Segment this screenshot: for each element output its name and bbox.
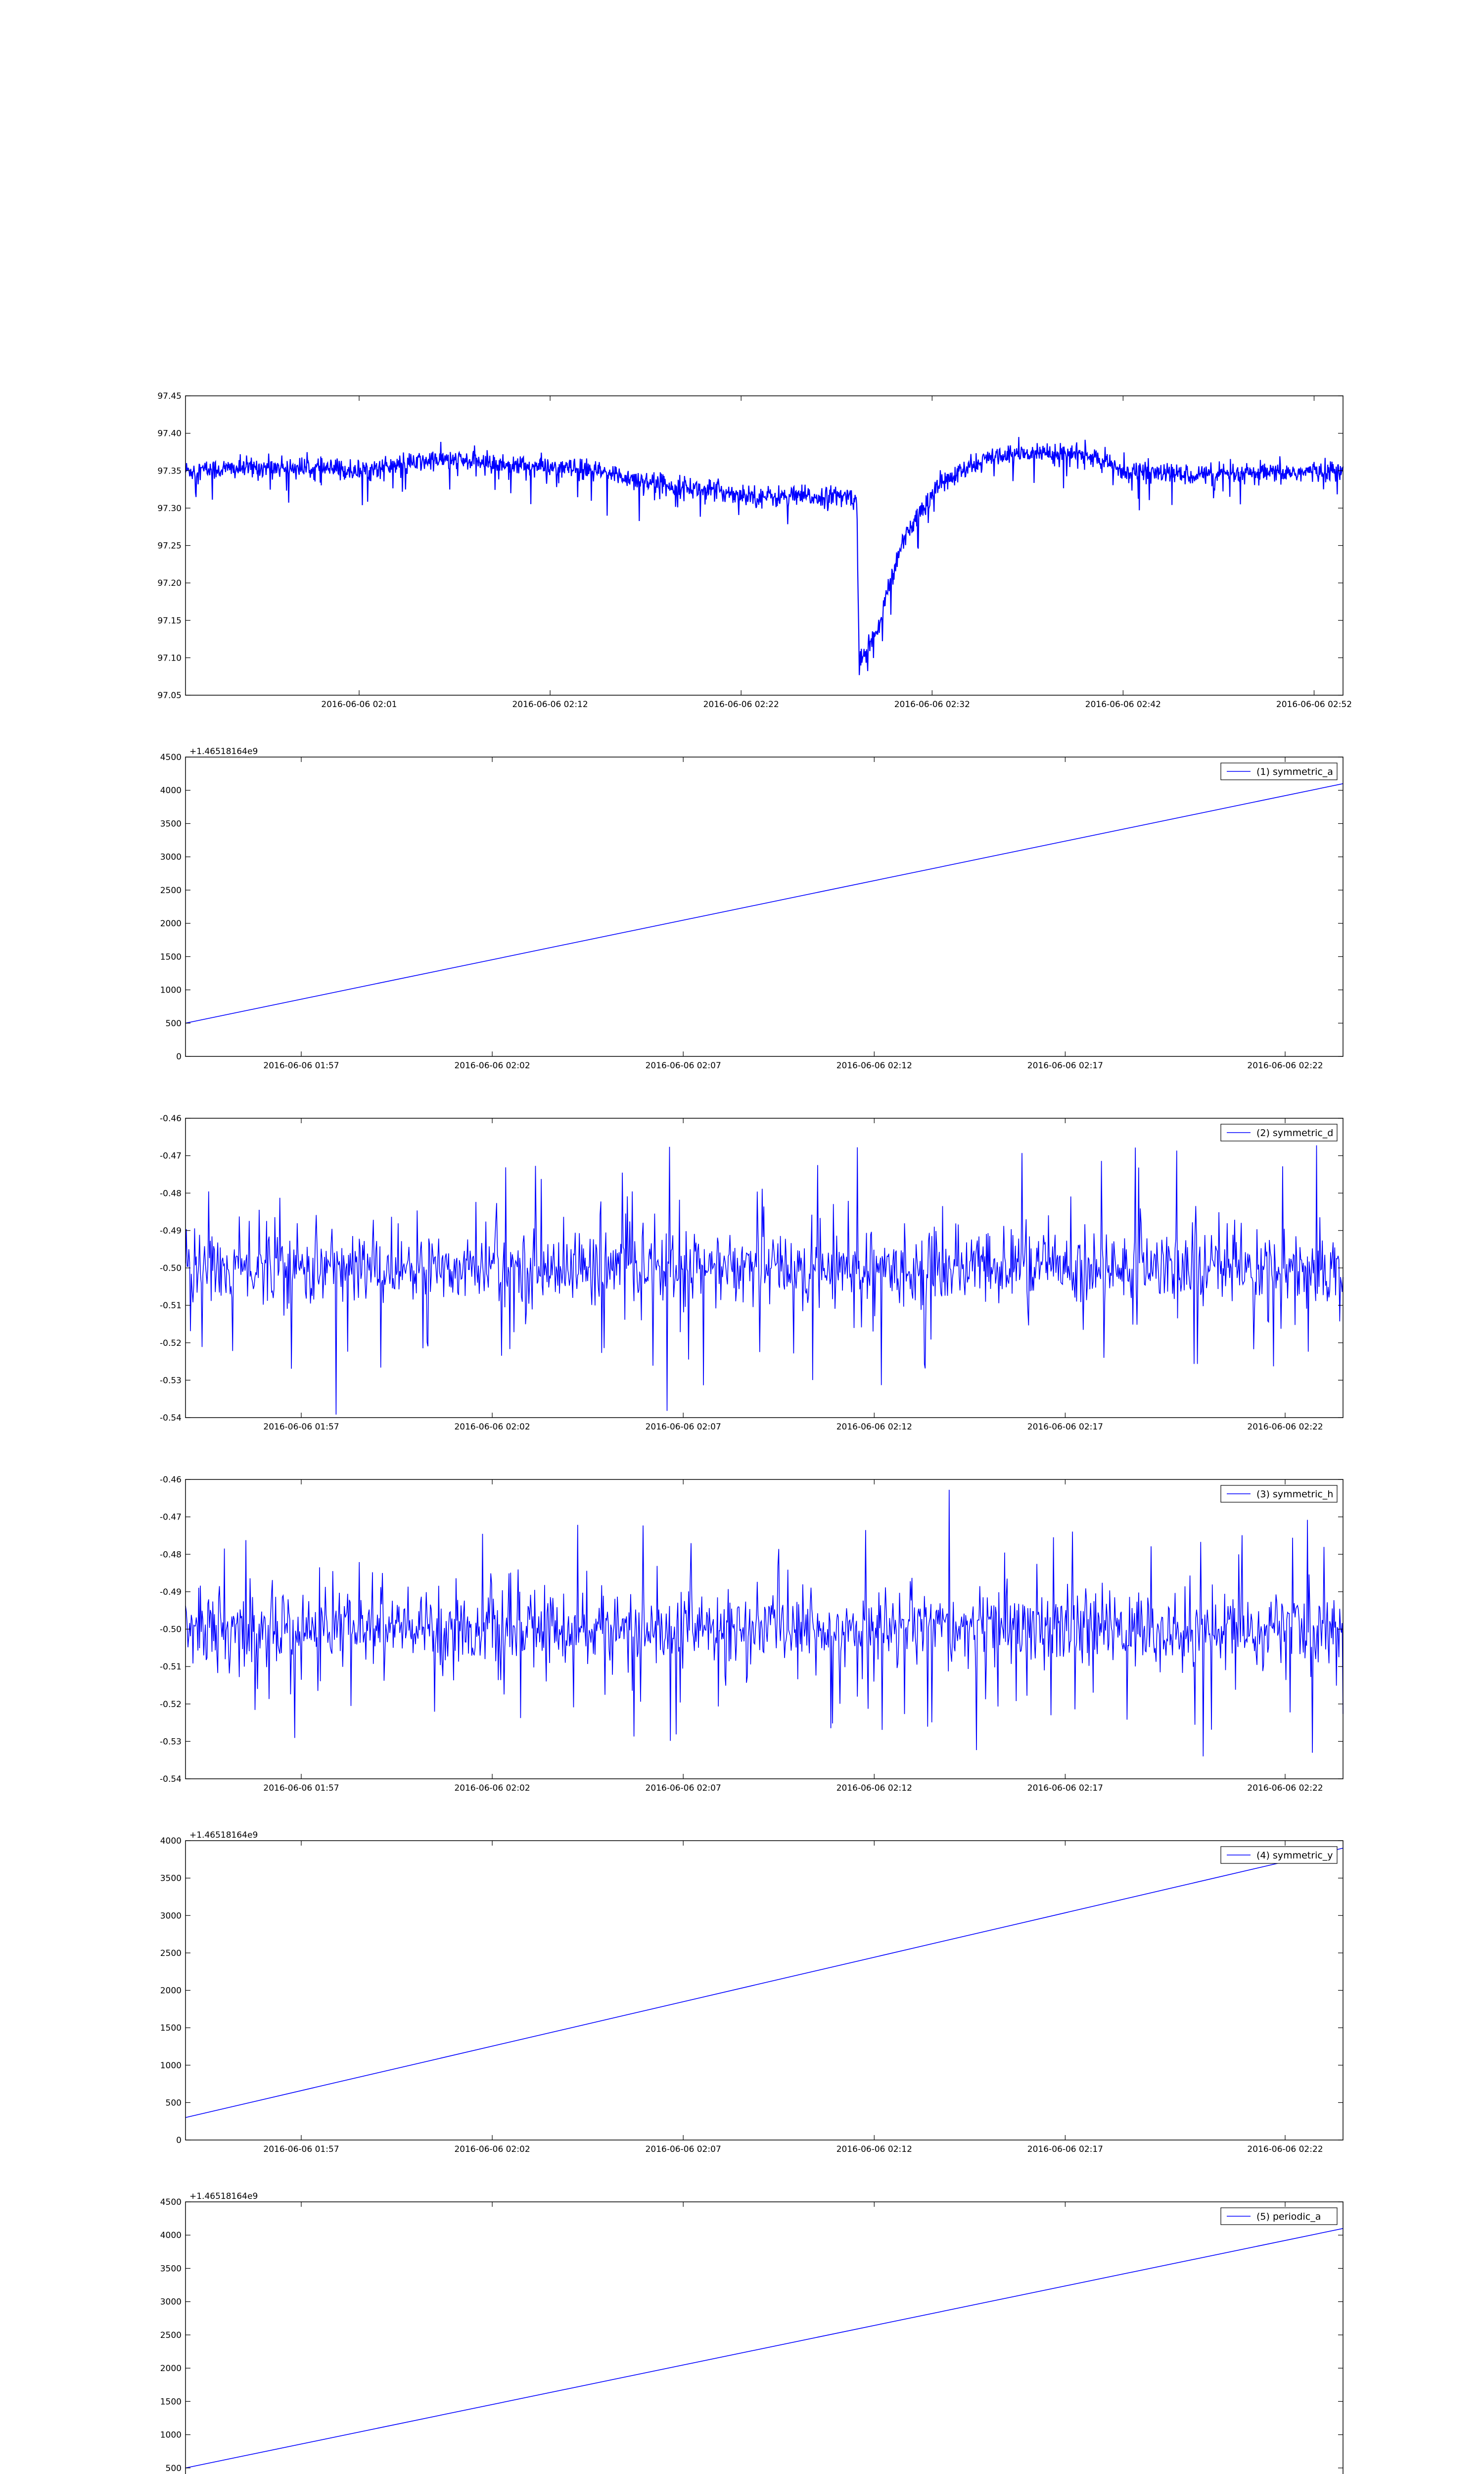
y-tick-label: 97.30	[157, 503, 182, 514]
y-tick-label: 2000	[160, 2364, 182, 2374]
y-tick-label: -0.47	[160, 1151, 182, 1161]
x-tick-label: 2016-06-06 02:12	[836, 1061, 912, 1071]
y-tick-label: 1500	[160, 2023, 182, 2034]
y-tick-label: 3000	[160, 852, 182, 862]
x-tick-label: 2016-06-06 01:57	[263, 1422, 339, 1432]
x-tick-label: 2016-06-06 02:17	[1027, 1422, 1104, 1432]
y-tick-label: -0.50	[160, 1263, 182, 1274]
y-tick-label: -0.54	[160, 1774, 182, 1784]
y-tick-label: 97.35	[157, 466, 182, 476]
y-tick-label: -0.54	[160, 1413, 182, 1423]
y-tick-label: 2500	[160, 1948, 182, 1958]
y-tick-label: -0.46	[160, 1475, 182, 1485]
offset-label: +1.46518164e9	[189, 2191, 258, 2201]
y-tick-label: -0.49	[160, 1226, 182, 1236]
legend-1	[1221, 763, 1337, 780]
y-tick-label: 500	[165, 2098, 182, 2108]
y-tick-label: 4000	[160, 1836, 182, 1846]
chart-panel-top	[157, 391, 1352, 710]
x-tick-label: 2016-06-06 01:57	[263, 1061, 339, 1071]
y-tick-label: -0.49	[160, 1587, 182, 1597]
y-tick-label: 3000	[160, 1911, 182, 1921]
axes-frame-4	[186, 1841, 1343, 2140]
legend-label: (5) periodic_a	[1256, 2211, 1321, 2222]
y-tick-label: 2500	[160, 2330, 182, 2340]
x-tick-label: 2016-06-06 02:22	[703, 700, 779, 710]
y-tick-label: 500	[165, 2463, 182, 2474]
legend-label: (4) symmetric_y	[1256, 1850, 1333, 1861]
y-tick-label: 1000	[160, 2430, 182, 2440]
x-tick-label: 2016-06-06 02:22	[1247, 2144, 1323, 2154]
y-tick-label: 3500	[160, 819, 182, 829]
chart-panel-5	[160, 2191, 1343, 2474]
y-tick-label: 4000	[160, 2231, 182, 2241]
y-tick-label: 97.25	[157, 541, 182, 551]
y-tick-label: -0.52	[160, 1699, 182, 1710]
legend-4	[1221, 1847, 1337, 1863]
y-tick-label: 97.05	[157, 691, 182, 701]
y-tick-label: -0.50	[160, 1624, 182, 1635]
offset-label: +1.46518164e9	[189, 1830, 258, 1840]
x-tick-label: 2016-06-06 02:12	[512, 700, 588, 710]
y-tick-label: -0.46	[160, 1114, 182, 1124]
series-line-3	[186, 1490, 1343, 1757]
offset-label: +1.46518164e9	[189, 747, 258, 757]
x-tick-label: 2016-06-06 02:07	[645, 1422, 721, 1432]
x-tick-label: 2016-06-06 01:57	[263, 1783, 339, 1793]
x-tick-label: 2016-06-06 02:01	[321, 700, 397, 710]
legend-2	[1221, 1124, 1337, 1141]
series-line-5	[186, 2229, 1343, 2468]
y-tick-label: 4000	[160, 786, 182, 796]
y-tick-label: 1000	[160, 2060, 182, 2071]
series-line-top	[186, 437, 1343, 675]
y-tick-label: -0.53	[160, 1376, 182, 1386]
x-tick-label: 2016-06-06 02:12	[836, 1422, 912, 1432]
legend-label: (2) symmetric_d	[1256, 1128, 1334, 1139]
y-tick-label: 0	[176, 1052, 182, 1062]
x-tick-label: 2016-06-06 02:52	[1276, 700, 1352, 710]
y-tick-label: 1500	[160, 952, 182, 962]
axes-frame-top	[186, 396, 1343, 695]
x-tick-label: 2016-06-06 02:07	[645, 2144, 721, 2154]
y-tick-label: 97.15	[157, 616, 182, 626]
legend-5	[1221, 2208, 1337, 2225]
chart-panel-3	[160, 1475, 1343, 1793]
y-tick-label: 1500	[160, 2397, 182, 2407]
y-tick-label: 2500	[160, 885, 182, 896]
chart-panel-1	[160, 747, 1343, 1071]
x-tick-label: 2016-06-06 02:22	[1247, 1061, 1323, 1071]
y-tick-label: -0.48	[160, 1550, 182, 1560]
axes-frame-1	[186, 757, 1343, 1056]
y-tick-label: 97.20	[157, 578, 182, 589]
y-tick-label: -0.47	[160, 1512, 182, 1522]
y-tick-label: 97.10	[157, 653, 182, 664]
series-line-4	[186, 1848, 1343, 2118]
y-tick-label: -0.51	[160, 1301, 182, 1311]
legend-label: (1) symmetric_a	[1256, 766, 1333, 777]
y-tick-label: 3500	[160, 1873, 182, 1884]
x-tick-label: 2016-06-06 02:42	[1085, 700, 1161, 710]
legend-3	[1221, 1485, 1337, 1502]
y-tick-label: 97.45	[157, 391, 182, 401]
y-tick-label: -0.53	[160, 1737, 182, 1747]
x-tick-label: 2016-06-06 01:57	[263, 2144, 339, 2154]
y-tick-label: 1000	[160, 985, 182, 996]
series-line-2	[186, 1145, 1343, 1415]
x-tick-label: 2016-06-06 02:12	[836, 1783, 912, 1793]
axes-frame-5	[186, 2202, 1343, 2474]
x-tick-label: 2016-06-06 02:32	[894, 700, 970, 710]
series-line-1	[186, 784, 1343, 1023]
y-tick-label: 4500	[160, 2197, 182, 2207]
y-tick-label: 2000	[160, 1986, 182, 1996]
y-tick-label: 97.40	[157, 428, 182, 439]
x-tick-label: 2016-06-06 02:02	[454, 1783, 530, 1793]
y-tick-label: -0.48	[160, 1189, 182, 1199]
y-tick-label: 3000	[160, 2297, 182, 2307]
x-tick-label: 2016-06-06 02:22	[1247, 1422, 1323, 1432]
y-tick-label: 500	[165, 1018, 182, 1029]
chart-panel-4	[160, 1830, 1343, 2154]
y-tick-label: 0	[176, 2136, 182, 2145]
x-tick-label: 2016-06-06 02:02	[454, 1422, 530, 1432]
chart-panel-2	[160, 1114, 1343, 1432]
x-tick-label: 2016-06-06 02:12	[836, 2144, 912, 2154]
x-tick-label: 2016-06-06 02:02	[454, 2144, 530, 2154]
x-tick-label: 2016-06-06 02:22	[1247, 1783, 1323, 1793]
y-tick-label: -0.52	[160, 1338, 182, 1348]
x-tick-label: 2016-06-06 02:17	[1027, 1783, 1104, 1793]
y-tick-label: -0.51	[160, 1662, 182, 1672]
y-tick-label: 4500	[160, 753, 182, 762]
y-tick-label: 2000	[160, 919, 182, 929]
legend-label: (3) symmetric_h	[1256, 1489, 1334, 1500]
y-tick-label: 3500	[160, 2264, 182, 2274]
x-tick-label: 2016-06-06 02:17	[1027, 2144, 1104, 2154]
x-tick-label: 2016-06-06 02:02	[454, 1061, 530, 1071]
x-tick-label: 2016-06-06 02:07	[645, 1061, 721, 1071]
x-tick-label: 2016-06-06 02:07	[645, 1783, 721, 1793]
x-tick-label: 2016-06-06 02:17	[1027, 1061, 1104, 1071]
